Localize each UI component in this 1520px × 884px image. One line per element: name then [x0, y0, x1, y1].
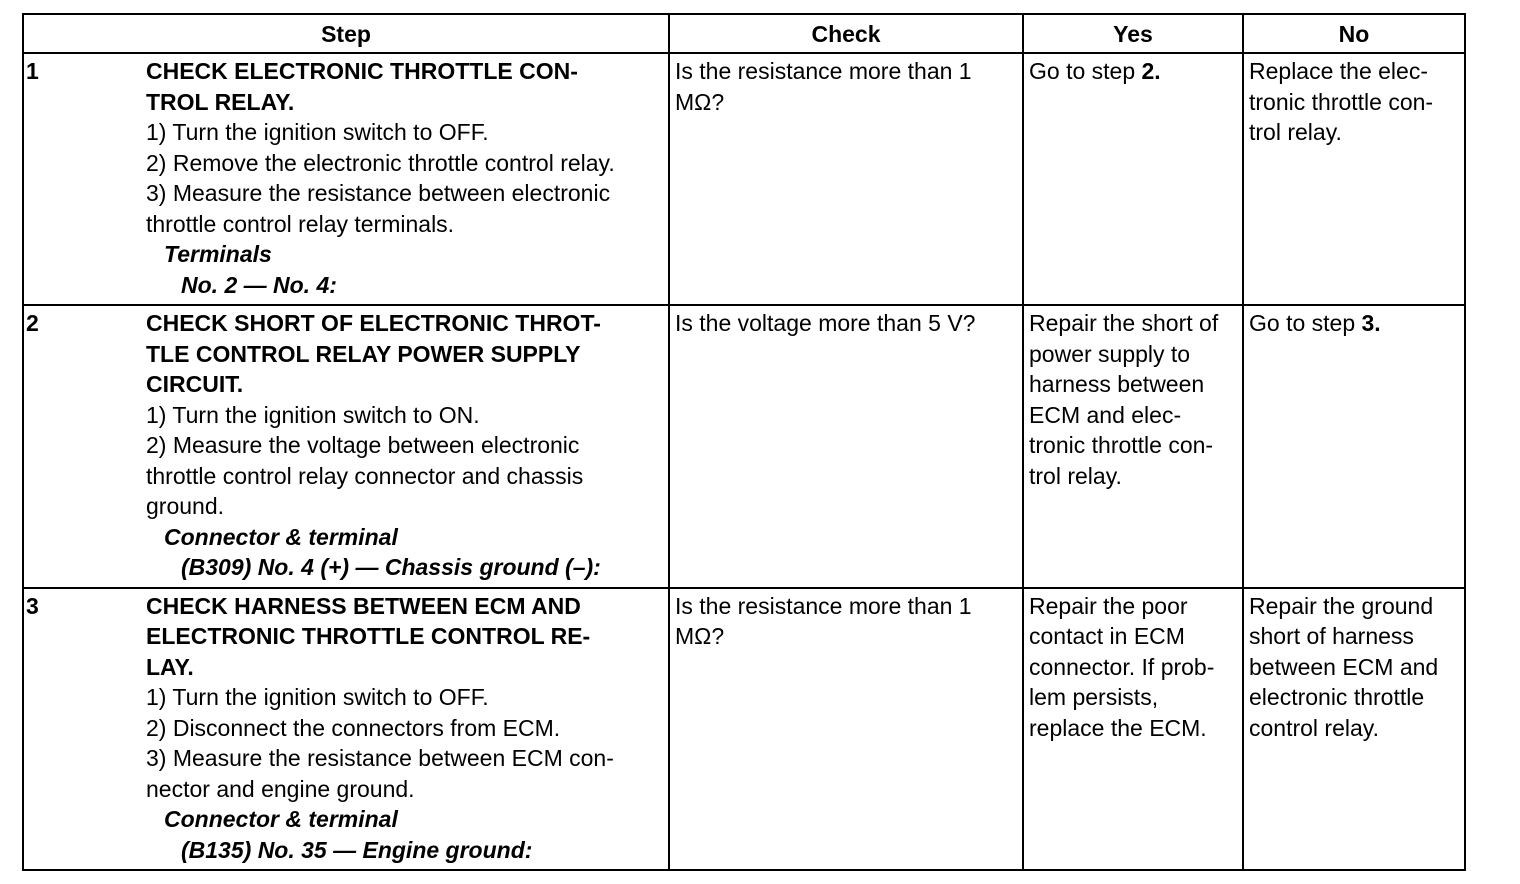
header-yes: Yes — [1023, 14, 1243, 53]
instruction-line: 1) Turn the ignition switch to OFF. — [146, 684, 489, 710]
instruction-line: 3) Measure the resistance between electronic — [146, 180, 611, 206]
table-row — [23, 53, 1465, 305]
no-line: tronic throttle con- — [1249, 88, 1434, 115]
header-step: Step — [23, 14, 669, 53]
no-cell — [1243, 53, 1465, 305]
step-title-line: TROL RELAY. — [146, 88, 295, 115]
step-cell — [23, 305, 669, 588]
no-cell — [1243, 305, 1465, 588]
yes-line: connector. If prob- — [1029, 653, 1215, 680]
step-number: 3 — [26, 592, 39, 619]
yes-step-ref: 2. — [1141, 58, 1161, 84]
step-number: 1 — [26, 58, 39, 84]
yes-line: replace the ECM. — [1029, 714, 1207, 741]
no-line: between ECM and — [1249, 653, 1439, 680]
check-cell — [669, 305, 1023, 588]
instruction-line: ground. — [146, 493, 225, 519]
yes-line: ECM and elec- — [1029, 401, 1182, 428]
no-text: Go to step — [1249, 310, 1362, 336]
yes-cell — [1023, 588, 1243, 871]
check-cell — [669, 53, 1023, 305]
spec-label: Connector & terminal — [164, 806, 398, 832]
step-title-line: TLE CONTROL RELAY POWER SUPPLY — [146, 340, 581, 367]
no-line: control relay. — [1249, 714, 1379, 741]
yes-line: lem persists, — [1029, 684, 1159, 710]
no-line: trol relay. — [1249, 119, 1342, 145]
instruction-line: 2) Remove the electronic throttle control relay. — [146, 149, 615, 176]
instruction-line: 1) Turn the ignition switch to OFF. — [146, 119, 489, 145]
spec-value: (B309) No. 4 (+) — Chassis ground (–): — [181, 554, 601, 580]
instruction-line: 1) Turn the ignition switch to ON. — [146, 401, 480, 428]
header-no: No — [1243, 14, 1465, 53]
instruction-line: 3) Measure the resistance between ECM con- — [146, 745, 614, 771]
yes-line: Repair the short of — [1029, 310, 1219, 336]
instruction-line: throttle control relay connector and chassis — [146, 462, 584, 489]
spec-label: Connector & terminal — [164, 523, 398, 550]
step-number: 2 — [26, 310, 39, 336]
header-check: Check — [669, 14, 1023, 53]
no-line: electronic throttle — [1249, 684, 1425, 710]
spec-value: No. 2 — No. 4: — [181, 271, 337, 298]
yes-line — [1029, 56, 1238, 87]
spec-label: Terminals — [164, 241, 272, 267]
check-cell — [669, 588, 1023, 871]
yes-line: Repair the poor — [1029, 592, 1188, 619]
step-title-line: CHECK ELECTRONIC THROTTLE CON- — [146, 58, 578, 84]
yes-line: harness between — [1029, 371, 1205, 397]
step-body — [146, 56, 664, 300]
diagnostic-table — [22, 13, 1466, 871]
instruction-line: 2) Disconnect the connectors from ECM. — [146, 714, 561, 741]
instruction-line: nector and engine ground. — [146, 775, 415, 802]
check-line: MΩ? — [675, 623, 725, 649]
yes-line: trol relay. — [1029, 462, 1122, 489]
spec-value: (B135) No. 35 — Engine ground: — [181, 836, 533, 863]
check-line: Is the resistance more than 1 — [675, 58, 972, 84]
step-title-line: ELECTRONIC THROTTLE CONTROL RE- — [146, 623, 591, 649]
check-line: Is the voltage more than 5 V? — [675, 310, 976, 336]
yes-line: power supply to — [1029, 340, 1191, 367]
yes-text: Go to step — [1029, 58, 1142, 84]
check-line: Is the resistance more than 1 — [675, 592, 972, 619]
step-title-line: LAY. — [146, 653, 194, 680]
no-line — [1249, 308, 1460, 339]
no-line: short of harness — [1249, 623, 1414, 649]
table-row — [23, 305, 1465, 588]
step-cell — [23, 588, 669, 871]
step-body — [146, 591, 664, 866]
step-cell — [23, 53, 669, 305]
header-row — [23, 14, 1465, 53]
no-cell — [1243, 588, 1465, 871]
table-row — [23, 588, 1465, 871]
yes-line: tronic throttle con- — [1029, 432, 1214, 458]
check-line: MΩ? — [675, 88, 725, 115]
no-step-ref: 3. — [1361, 310, 1381, 336]
no-line: Replace the elec- — [1249, 58, 1428, 84]
step-body — [146, 308, 664, 583]
instruction-line: throttle control relay terminals. — [146, 210, 455, 237]
instruction-line: 2) Measure the voltage between electronic — [146, 432, 580, 458]
yes-cell — [1023, 53, 1243, 305]
step-title-line: CHECK SHORT OF ELECTRONIC THROT- — [146, 310, 601, 336]
yes-cell — [1023, 305, 1243, 588]
yes-line: contact in ECM — [1029, 623, 1185, 649]
step-title-line: CHECK HARNESS BETWEEN ECM AND — [146, 592, 581, 619]
step-title-line: CIRCUIT. — [146, 371, 244, 397]
no-line: Repair the ground — [1249, 592, 1434, 619]
